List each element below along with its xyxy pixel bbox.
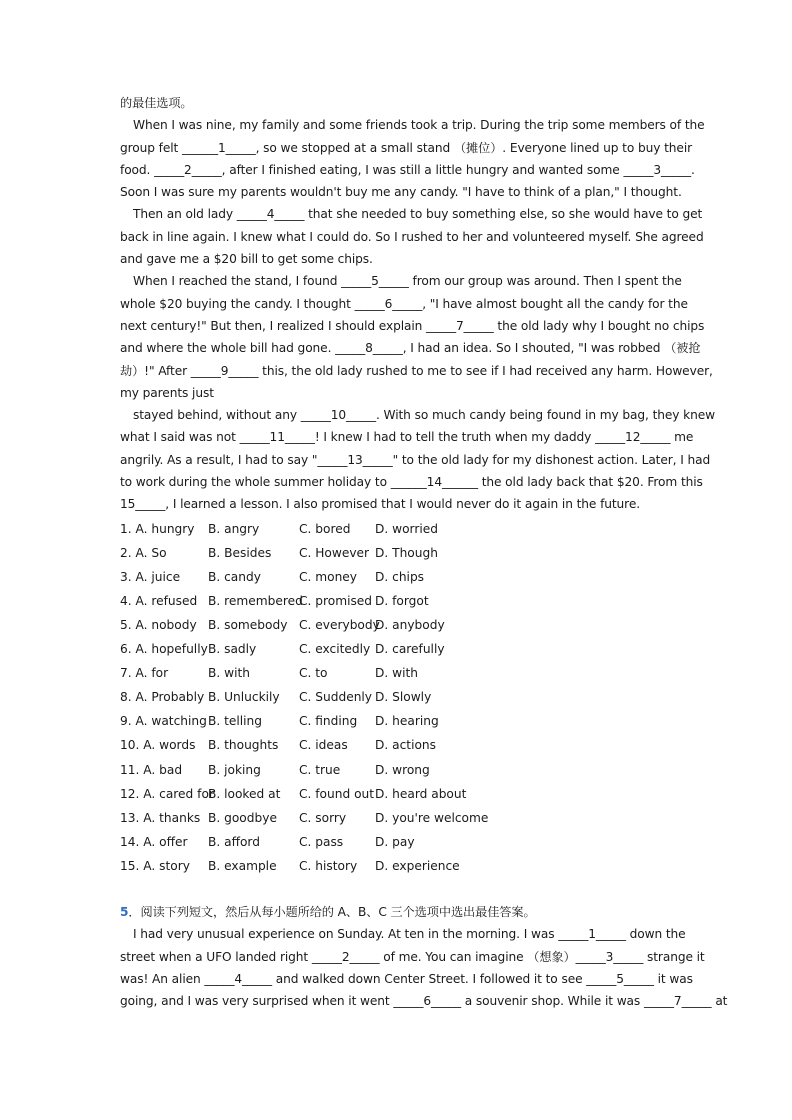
option-row bbox=[120, 661, 676, 685]
passage-line: angrily. As a result, I had to say "_____13_____" to the old lady for my dishonest action. Later, I had bbox=[120, 452, 711, 467]
passage-line: and gave me a $20 bill to get some chips. bbox=[120, 252, 373, 267]
option-choice: B. telling bbox=[208, 714, 263, 729]
option-choice: B. Besides bbox=[208, 545, 272, 560]
passage-line: next century!" But then, I realized I should explain _____7_____ the old lady why I bought no chips bbox=[120, 318, 705, 333]
option-choice: D. you're welcome bbox=[375, 810, 489, 825]
option-choice: B. candy bbox=[208, 569, 261, 584]
option-choice: B. looked at bbox=[208, 786, 281, 801]
option-choice: C. However bbox=[299, 545, 370, 560]
passage-line: food. _____2_____, after I finished eating, I was still a little hungry and wanted some _____3_____. bbox=[120, 162, 695, 177]
option-choice: B. angry bbox=[208, 521, 260, 536]
option-choice: D. anybody bbox=[375, 618, 445, 633]
option-choice: B. example bbox=[208, 858, 277, 873]
option-choice: C. history bbox=[299, 858, 358, 873]
option-row bbox=[120, 830, 676, 854]
question-instruction: ．阅读下列短文，然后从每小题所给的 A、B、C 三个选项中选出最佳答案。 bbox=[128, 905, 536, 920]
option-choice: 7. A. for bbox=[120, 666, 169, 681]
option-choice: 13. A. thanks bbox=[120, 810, 201, 825]
option-choice: C. everybody bbox=[299, 618, 380, 633]
option-row bbox=[120, 709, 676, 733]
question-number: 5 bbox=[120, 905, 129, 920]
option-row bbox=[120, 589, 676, 613]
section-header: 的最佳选项。 bbox=[120, 96, 193, 110]
option-choice: C. finding bbox=[299, 714, 358, 729]
option-choice: 3. A. juice bbox=[120, 569, 181, 584]
option-choice: 15. A. story bbox=[120, 858, 190, 873]
option-row bbox=[120, 565, 676, 589]
option-choice: B. somebody bbox=[208, 618, 288, 633]
passage-line: 15_____, I learned a lesson. I also promised that I would never do it again in the future. bbox=[120, 497, 640, 512]
option-choice: C. true bbox=[299, 762, 341, 777]
option-choice: D. with bbox=[375, 666, 418, 681]
option-choice: D. hearing bbox=[375, 714, 439, 729]
option-choice: D. heard about bbox=[375, 786, 467, 801]
option-choice: 9. A. watching bbox=[120, 714, 207, 729]
passage-line: was! An alien _____4_____ and walked down Center Street. I followed it to see _____5_____ it was bbox=[120, 971, 693, 986]
option-choice: D. actions bbox=[375, 738, 436, 753]
option-row bbox=[120, 733, 676, 757]
option-choice: 14. A. offer bbox=[120, 834, 188, 849]
option-choice: D. chips bbox=[375, 569, 425, 584]
option-choice: B. afford bbox=[208, 834, 260, 849]
option-choice: C. excitedly bbox=[299, 642, 371, 657]
passage-line: my parents just bbox=[120, 385, 214, 400]
option-choice: C. pass bbox=[299, 834, 344, 849]
passage-line: going, and I was very surprised when it went _____6_____ a souvenir shop. While it was _____7_____ at bbox=[120, 994, 728, 1009]
option-row bbox=[120, 806, 676, 830]
option-choice: D. wrong bbox=[375, 762, 430, 777]
option-choice: 10. A. words bbox=[120, 738, 196, 753]
option-choice: 5. A. nobody bbox=[120, 618, 197, 633]
option-choice: C. money bbox=[299, 569, 358, 584]
passage-line: and where the whole bill had gone. _____8_____, I had an idea. So I shouted, "I was robbed （被抢 bbox=[120, 341, 701, 356]
option-choice: C. to bbox=[299, 666, 328, 681]
option-choice: D. Though bbox=[375, 545, 438, 560]
option-choice: D. experience bbox=[375, 858, 460, 873]
option-row bbox=[120, 613, 676, 637]
option-choice: C. Suddenly bbox=[299, 690, 373, 705]
option-choice: 8. A. Probably bbox=[120, 690, 205, 705]
options-list bbox=[120, 517, 676, 878]
option-choice: C. found out bbox=[299, 786, 375, 801]
option-choice: 12. A. cared for bbox=[120, 786, 214, 801]
option-row bbox=[120, 782, 676, 806]
option-choice: C. ideas bbox=[299, 738, 348, 753]
cloze-passage-1 bbox=[120, 92, 716, 516]
passage-line: to work during the whole summer holiday to ______14______ the old lady back that $20. From this bbox=[120, 475, 703, 490]
option-choice: C. promised bbox=[299, 593, 373, 608]
passage-line: back in line again. I knew what I could do. So I rushed to her and volunteered myself. She agreed bbox=[120, 229, 704, 244]
passage-line: group felt ______1_____, so we stopped at a small stand （摊位）. Everyone lined up to buy their bbox=[120, 140, 693, 155]
passage-line: street when a UFO landed right _____2_____ of me. You can imagine （想象）_____3_____ strange it bbox=[120, 949, 705, 964]
option-choice: B. with bbox=[208, 666, 250, 681]
passage-line: I had very unusual experience on Sunday. At ten in the morning. I was _____1_____ down the bbox=[133, 927, 686, 942]
option-choice: C. bored bbox=[299, 521, 351, 536]
option-choice: 1. A. hungry bbox=[120, 521, 195, 536]
option-choice: D. worried bbox=[375, 521, 438, 536]
option-row bbox=[120, 685, 676, 709]
option-row bbox=[120, 541, 676, 565]
option-row bbox=[120, 517, 676, 541]
option-choice: 6. A. hopefully bbox=[120, 642, 208, 657]
passage-line: Soon I was sure my parents wouldn't buy me any candy. "I have to think of a plan," I thought. bbox=[120, 185, 682, 200]
option-choice: C. sorry bbox=[299, 810, 347, 825]
question-header bbox=[120, 901, 676, 923]
option-choice: B. remembered bbox=[208, 593, 303, 608]
option-row bbox=[120, 758, 676, 782]
option-choice: B. goodbye bbox=[208, 810, 277, 825]
option-row bbox=[120, 854, 676, 878]
passage-line: stayed behind, without any _____10_____. With so much candy being found in my bag, they knew bbox=[133, 408, 716, 423]
passage-line: 劫）!" After _____9_____ this, the old lady rushed to me to see if I had received any harm. However, bbox=[120, 363, 713, 378]
passage-line: When I reached the stand, I found _____5_____ from our group was around. Then I spent the bbox=[133, 274, 682, 289]
option-choice: B. Unluckily bbox=[208, 690, 280, 705]
option-row bbox=[120, 637, 676, 661]
option-choice: D. carefully bbox=[375, 642, 445, 657]
option-choice: 4. A. refused bbox=[120, 593, 198, 608]
option-choice: B. joking bbox=[208, 762, 261, 777]
option-choice: B. sadly bbox=[208, 642, 257, 657]
option-choice: 2. A. So bbox=[120, 545, 167, 560]
passage-line: what I said was not _____11_____! I knew I had to tell the truth when my daddy _____12_____ me bbox=[120, 430, 694, 445]
document-page bbox=[120, 92, 728, 1013]
option-choice: B. thoughts bbox=[208, 738, 279, 753]
option-choice: 11. A. bad bbox=[120, 762, 183, 777]
passage-line: whole $20 buying the candy. I thought _____6_____, "I have almost bought all the candy for the bbox=[120, 296, 688, 311]
option-choice: D. pay bbox=[375, 834, 415, 849]
option-choice: D. forgot bbox=[375, 593, 429, 608]
passage-line: When I was nine, my family and some friends took a trip. During the trip some members of the bbox=[133, 118, 705, 133]
option-choice: D. Slowly bbox=[375, 690, 432, 705]
passage-line: Then an old lady _____4_____ that she needed to buy something else, so she would have to get bbox=[133, 207, 703, 222]
cloze-passage-2 bbox=[120, 901, 728, 1012]
